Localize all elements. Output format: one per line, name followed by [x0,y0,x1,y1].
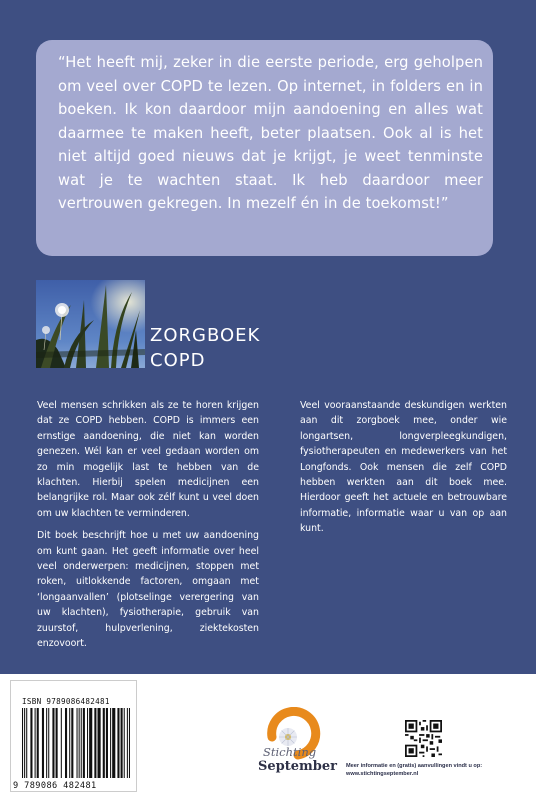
barcode-bar [26,708,27,778]
barcode-bar [22,708,23,778]
barcode-bar [129,708,130,778]
body-paragraph: Veel mensen schrikken als ze te horen krijgen dat ze COPD hebben. COPD is immers een ernstige aandoening, die niet kan worden genezen. Wél kan er veel gedaan worden om zo min mogelijk last te hebben van de klachten. Hierbij spelen medicijnen een belangrijke rol. Maar ook zélf kunt u veel doen om uw klachten te verminderen. [37,400,259,519]
body-right-column [300,398,507,544]
publisher-website[interactable]: www.stichtingseptember.nl [346,771,419,777]
barcode-bar [52,708,54,778]
barcode-bar [81,708,82,778]
barcode-bar [77,708,78,778]
quote-box [36,40,493,256]
barcode-bar [30,708,32,778]
barcode-bar [69,708,70,778]
publisher-name-line2: September [258,759,337,774]
barcode-bar [48,708,49,778]
barcode-bar [46,708,47,778]
barcode-bar [35,708,36,778]
barcode-bar [83,708,85,778]
logo-daisy-icon [279,728,297,746]
publisher-name-line1: Stichting [263,745,317,759]
body-paragraph: Dit boek beschrijft hoe u met uw aandoening om kunt gaan. Het geeft informatie over heel veel onderwerpen: medicijnen, stoppen met roken, uitlokkende factoren, omgaan met ‘longaanvallen’ (plotselinge verergering van uw klachten), fysiotherapie, gebruik van zuurstof, hulpverlening, ziektekosten enzovoort. [37,530,259,650]
grass-photo-image [36,280,145,368]
barcode-bar [42,708,44,778]
ean-label: 9 789086 482481 [13,781,97,791]
barcode-bar [65,708,67,778]
barcode-bar [124,708,125,778]
barcode-bar [94,708,96,778]
barcode-bar [112,708,115,778]
barcode-bar [117,708,119,778]
barcode-bar [71,708,73,778]
quote-text: “Het heeft mij, zeker in die eerste periode, erg geholpen om veel over COPD te lezen. Op internet, in folders en in boeken. Ik kon daardoor mijn aandoening en alles wat daarmee te maken heeft, beter plaatsen. Ook al is het niet altijd goed nieuws dat je krijgt, je weet tenminste wat je te wachten staat. Ik heb daardoor meer vertrouwen gekregen. In mezelf én in de toekomst!” [58,54,483,212]
title-line1: ZORGBOEK [150,325,261,346]
barcode-bar [37,708,39,778]
barcode-bar [61,708,62,778]
barcode-bar [127,708,128,778]
barcode-bar [79,708,80,778]
book-title [150,323,260,373]
body-paragraph: Veel vooraanstaande deskundigen werkten aan dit zorgboek mee, onder wie longartsen, longverpleegkundigen, fysiotherapeuten en medewerkers van het Longfonds. Ook mensen die zelf COPD hebben werkten aan dit boek mee. Hierdoor geeft het actuele en betrouwbare informatie, informatie waar u van op aan kunt. [300,400,507,535]
barcode-bar [56,708,58,778]
isbn-label: ISBN 9789086482481 [22,697,110,706]
barcode-bar [103,708,105,778]
barcode-bar [24,708,25,778]
barcode-bar [121,708,123,778]
barcode-bars [20,708,132,782]
barcode-bar [87,708,88,778]
qr-code-icon [405,720,442,757]
body-left-column [37,398,259,659]
barcode-bar [98,708,101,778]
barcode-bar [110,708,111,778]
title-line2: COPD [150,350,206,371]
barcode-bar [89,708,92,778]
publisher-info-text: Meer informatie en (gratis) aanvullingen vindt u op: [346,763,483,769]
grass-photo [36,280,145,368]
barcode-bar [106,708,108,778]
